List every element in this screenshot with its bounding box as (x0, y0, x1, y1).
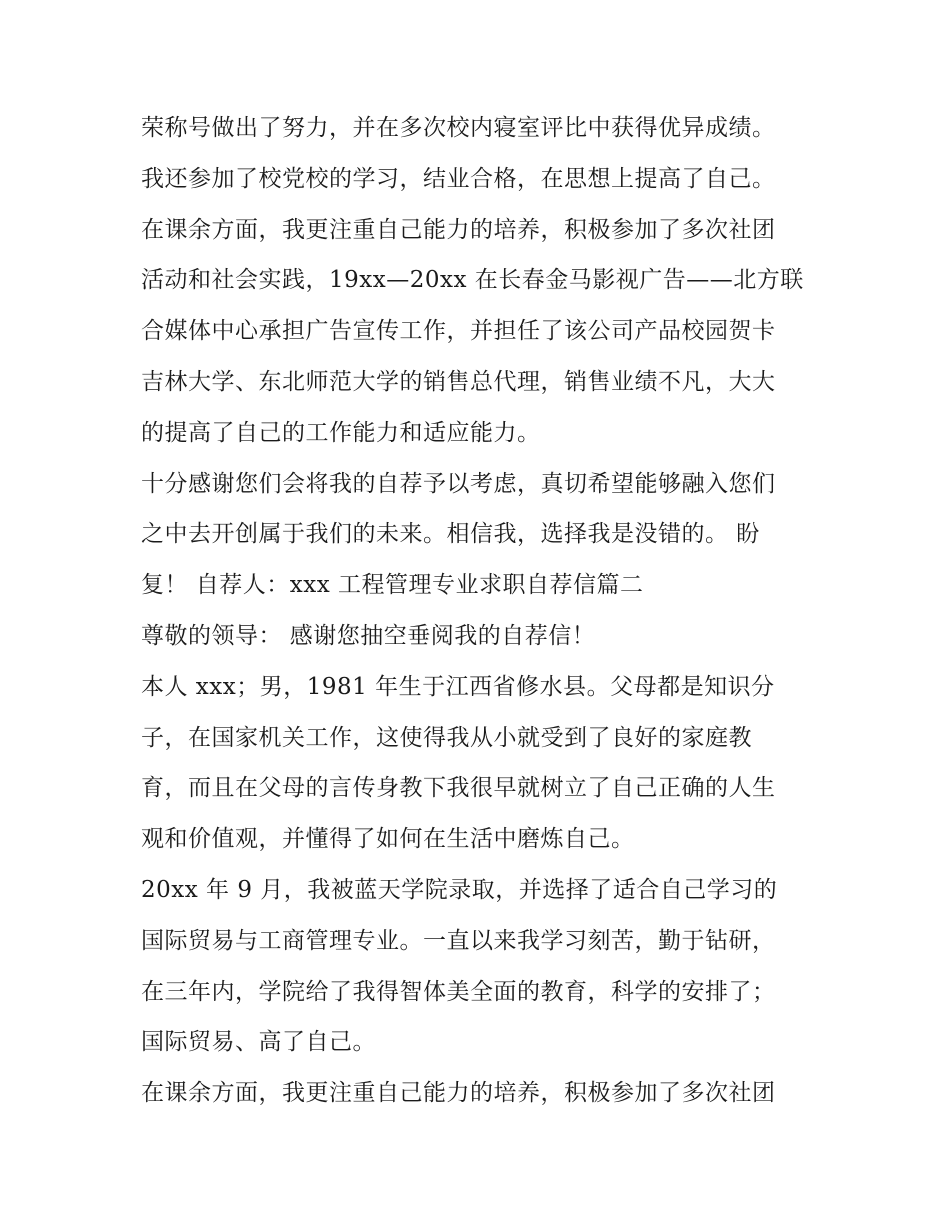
text-line: 本人 xxx；男，1981 年生于江西省修水县。父母都是知识分 (141, 673, 775, 700)
text-line: 我还参加了校党校的学习，结业合格，在思想上提高了自己。 (141, 165, 776, 192)
text-line: 之中去开创属于我们的未来。相信我，选择我是没错的。 盼 (141, 521, 760, 548)
text-line: 荣称号做出了努力，并在多次校内寝室评比中获得优异成绩。 (141, 115, 776, 141)
text-line: 合媒体中心承担广告宣传工作，并担任了该公司产品校园贺卡 (141, 318, 776, 345)
salutation-line: 尊敬的领导： 感谢您抽空垂阅我的自荐信！ (141, 622, 596, 649)
text-line: 20xx 年 9 月，我被蓝天学院录取，并选择了适合自己学习的 (141, 876, 778, 903)
text-line: 观和价值观，并懂得了如何在生活中磨炼自己。 (141, 826, 635, 853)
text-line: 复！ 自荐人：xxx 工程管理专业求职自荐信篇二 (141, 572, 644, 599)
text-line: 国际贸易与工商管理专业。一直以来我学习刻苦，勤于钻研， (141, 927, 776, 954)
body-text (141, 103, 821, 1119)
text-line: 在三年内，学院给了我得智体美全面的教育，科学的安排了； (141, 978, 776, 1005)
text-line: 育，而且在父母的言传身教下我很早就树立了自己正确的人生 (141, 775, 776, 802)
text-line: 活动和社会实践，19xx—20xx 在长春金马影视广告——北方联 (141, 267, 804, 294)
text-line: 在课余方面，我更注重自己能力的培养，积极参加了多次社团 (141, 1080, 776, 1107)
text-line: 吉林大学、东北师范大学的销售总代理，销售业绩不凡，大大 (141, 368, 776, 395)
text-line: 十分感谢您们会将我的自荐予以考虑，真切希望能够融入您们 (141, 470, 776, 497)
text-line: 的提高了自己的工作能力和适应能力。 (141, 419, 541, 446)
text-line: 在课余方面，我更注重自己能力的培养，积极参加了多次社团 (141, 216, 776, 243)
text-line: 子，在国家机关工作，这使得我从小就受到了良好的家庭教 (141, 724, 752, 751)
text-line: 国际贸易、高了自己。 (141, 1029, 376, 1056)
